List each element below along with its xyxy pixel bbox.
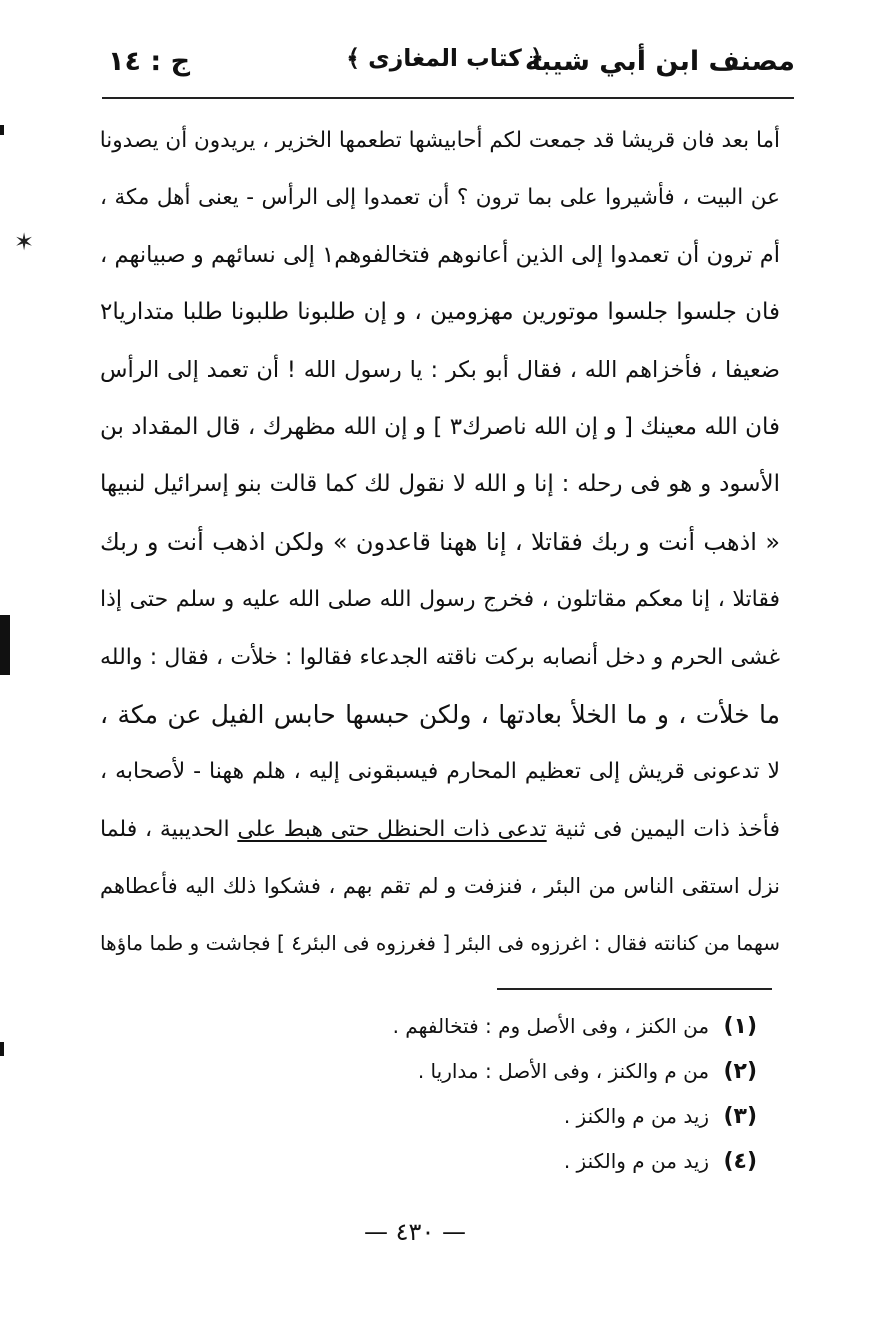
footnote-number: (٤) (723, 1149, 757, 1174)
text-line: فان الله معينك [ و إن الله ناصرك٣ ] و إن الله مظهرك ، قال المقداد بن (100, 413, 780, 440)
footnote-text: من م والكنز ، وفى الأصل : مداريا . (417, 1059, 710, 1083)
text-line: ضعيفا ، فأخزاهم الله ، فقال أبو بكر : يا رسول الله ! أن تعمد إلى الرأس (100, 356, 780, 383)
text-segment: الحديبية ، فلما (100, 816, 238, 842)
footnote-number: (٢) (723, 1059, 757, 1084)
scan-edge-mark (0, 125, 4, 135)
text-segment: فأخذ ذات اليمين فى ثنية (546, 816, 780, 842)
footnote-rule (497, 988, 772, 990)
footnote (237, 1139, 757, 1184)
text-line: لا تدعونى قريش إلى تعظيم المحارم فيسبقونى إليه ، هلم ههنا - لأصحابه ، (100, 759, 780, 785)
footnote (237, 1049, 757, 1094)
scan-edge-mark (0, 1042, 4, 1056)
text-line: فان جلسوا جلسوا موتورين مهزومين ، و إن طلبونا طلبونا طلبا متداريا٢ (100, 299, 780, 326)
footnote-text: زيد من م والكنز . (563, 1104, 710, 1128)
text-line: نزل استقى الناس من البئر ، فنزفت و لم تقم بهم ، فشكوا ذلك اليه فأعطاهم (100, 874, 780, 899)
footnote-text: زيد من م والكنز . (563, 1149, 710, 1173)
footnotes (237, 1004, 757, 1184)
underlined-phrase: تدعى ذات الحنظل حتى هبط على (237, 816, 547, 842)
text-line: غشى الحرم و دخل أنصابه بركت ناقته الجدعاء فقالوا : خلأت ، فقال : والله (100, 644, 780, 670)
text-line: ما خلأت ، و ما الخلأ بعادتها ، ولكن حبسها حابس الفيل عن مكة ، (100, 699, 780, 729)
text-line: « اذهب أنت و ربك فقاتلا ، إنا ههنا قاعدون » ولكن اذهب أنت و ربك (100, 527, 780, 556)
footnote-number: (١) (723, 1014, 757, 1039)
text-line: الأسود و هو فى رحله : إنا و الله لا نقول لك كما قالت بنو إسرائيل لنبيها (100, 471, 780, 498)
footnote-number: (٣) (723, 1104, 757, 1129)
scan-edge-mark (0, 615, 10, 675)
footnote-text: من الكنز ، وفى الأصل وم : فتخالفهم . (392, 1014, 710, 1038)
volume-number: ج : ١٤ (108, 46, 191, 77)
text-line: عن البيت ، فأشيروا على بما ترون ؟ أن تعمدوا إلى الرأس - يعنى أهل مكة ، (100, 185, 780, 211)
section-title: ﴿ كتاب المغازى ﴾ (346, 44, 544, 72)
text-line: فقاتلا ، إنا معكم مقاتلون ، فخرج رسول الله صلى الله عليه و سلم حتى إذا (100, 587, 780, 613)
footnote (237, 1094, 757, 1139)
text-line: أما بعد فان قريشا قد جمعت لكم أحابيشها تطعمها الخزير ، يريدون أن يصدونا (100, 128, 780, 153)
running-header (100, 36, 795, 96)
text-line-underlined (100, 801, 780, 858)
page-number: — ٤٣٠ — (364, 1218, 466, 1246)
margin-star-mark: ✶ (14, 228, 35, 256)
main-text (100, 112, 780, 973)
book-title: مصنف ابن أبي شيبة (524, 46, 795, 77)
footnote (237, 1004, 757, 1049)
header-rule (102, 97, 794, 99)
text-line: أم ترون أن تعمدوا إلى الذين أعانوهم فتخالفوهم١ إلى نسائهم و صبيانهم ، (100, 241, 780, 268)
text-line: سهما من كنانته فقال : اغرزوه فى البئر [ فغرزوه فى البئر٤ ] فجاشت و طما ماؤها (100, 931, 780, 956)
